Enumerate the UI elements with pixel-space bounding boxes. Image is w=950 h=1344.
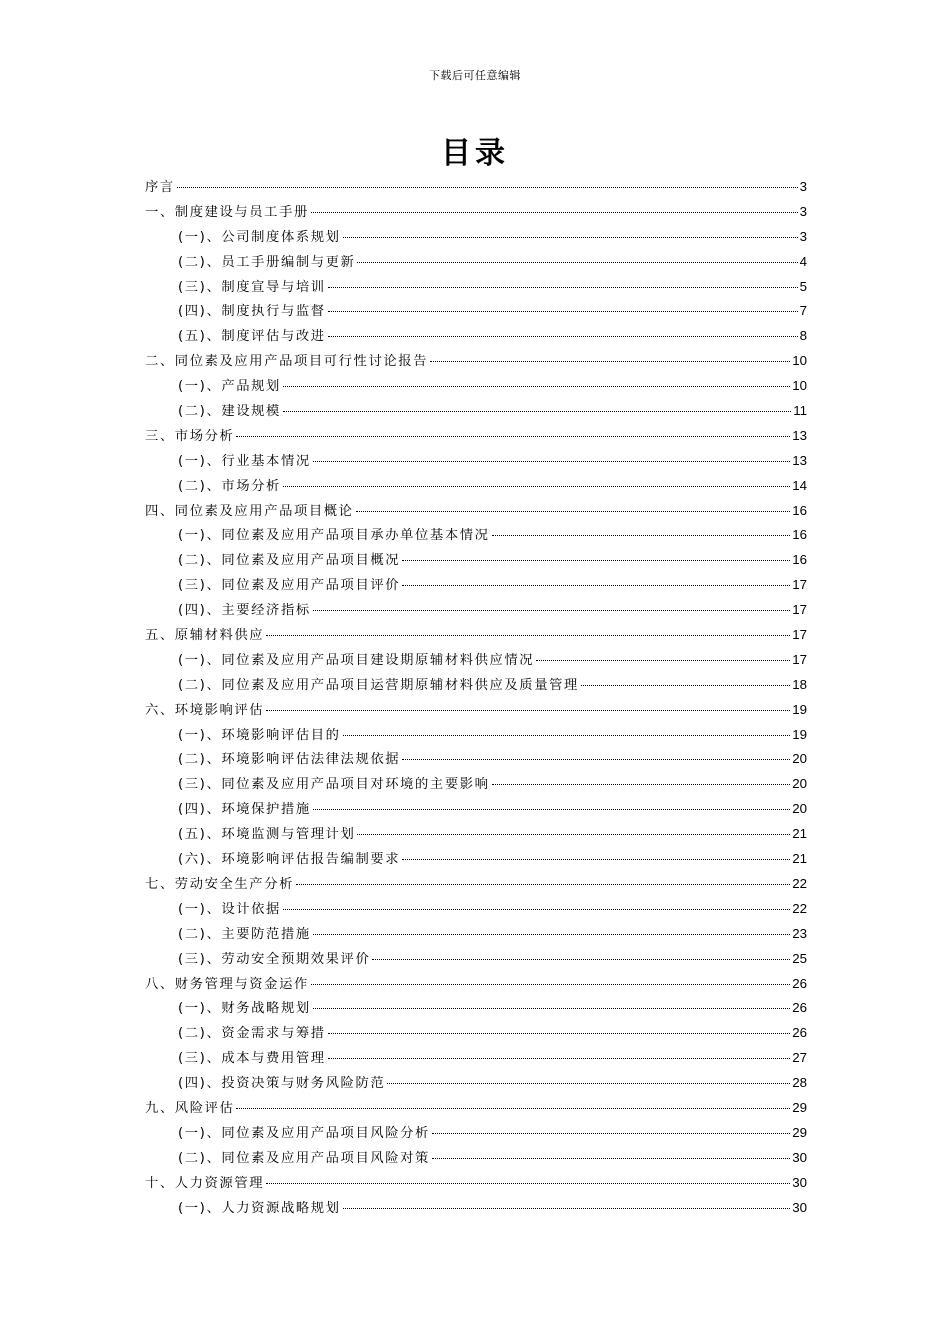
toc-entry-label: (一)、环境影响评估目的 bbox=[178, 727, 341, 743]
toc-entry-label: (四)、主要经济指标 bbox=[178, 603, 311, 619]
toc-entry[interactable] bbox=[145, 649, 807, 674]
toc-entry[interactable] bbox=[145, 276, 807, 301]
toc-entry-page: 17 bbox=[792, 577, 807, 593]
toc-dot-leader bbox=[328, 311, 798, 312]
toc-entry-label: (六)、环境影响评估报告编制要求 bbox=[178, 852, 401, 868]
toc-dot-leader bbox=[283, 386, 790, 387]
toc-entry[interactable] bbox=[145, 973, 807, 998]
toc-entry-label: (二)、同位素及应用产品项目运营期原辅材料供应及质量管理 bbox=[178, 677, 579, 693]
toc-entry-page: 25 bbox=[792, 950, 807, 966]
toc-entry[interactable] bbox=[145, 699, 807, 724]
toc-entry-page: 17 bbox=[792, 602, 807, 618]
toc-entry-page: 16 bbox=[792, 552, 807, 568]
toc-dot-leader bbox=[283, 486, 790, 487]
toc-entry-label: 一、制度建设与员工手册 bbox=[145, 204, 309, 220]
toc-dot-leader bbox=[296, 884, 790, 885]
toc-entry-label: (三)、同位素及应用产品项目评价 bbox=[178, 578, 401, 594]
toc-entry-page: 26 bbox=[792, 975, 807, 991]
toc-dot-leader bbox=[313, 809, 790, 810]
toc-dot-leader bbox=[402, 859, 790, 860]
toc-entry-page: 27 bbox=[792, 1050, 807, 1066]
toc-entry[interactable] bbox=[145, 325, 807, 350]
toc-entry-page: 23 bbox=[792, 925, 807, 941]
toc-dot-leader bbox=[492, 535, 791, 536]
toc-dot-leader bbox=[236, 436, 790, 437]
toc-entry-label: (五)、环境监测与管理计划 bbox=[178, 827, 356, 843]
toc-entry-page: 22 bbox=[792, 900, 807, 916]
toc-entry[interactable] bbox=[145, 898, 807, 923]
toc-dot-leader bbox=[266, 1183, 790, 1184]
toc-entry[interactable] bbox=[145, 873, 807, 898]
toc-entry-label: 序言 bbox=[145, 180, 175, 195]
toc-entry-label: (一)、产品规划 bbox=[178, 379, 281, 395]
toc-dot-leader bbox=[311, 984, 790, 985]
toc-entry-page: 21 bbox=[792, 851, 807, 867]
toc-entry-page: 26 bbox=[792, 1025, 807, 1041]
toc-entry[interactable] bbox=[145, 201, 807, 226]
toc-entry-label: (三)、劳动安全预期效果评价 bbox=[178, 951, 371, 967]
toc-entry-page: 30 bbox=[792, 1199, 807, 1215]
toc-entry[interactable] bbox=[145, 624, 807, 649]
header-note: 下载后可任意编辑 bbox=[429, 69, 521, 82]
toc-entry-page: 14 bbox=[792, 477, 807, 493]
toc-entry-page: 28 bbox=[792, 1075, 807, 1091]
toc-entry-page: 16 bbox=[792, 527, 807, 543]
toc-entry-page: 3 bbox=[799, 228, 807, 244]
toc-entry[interactable] bbox=[145, 599, 807, 624]
toc-entry-label: (二)、建设规模 bbox=[178, 404, 281, 420]
toc-entry[interactable] bbox=[145, 176, 807, 201]
toc-entry[interactable] bbox=[145, 425, 807, 450]
toc-entry-label: 二、同位素及应用产品项目可行性讨论报告 bbox=[145, 354, 429, 370]
toc-entry-page: 4 bbox=[799, 253, 807, 269]
toc-dot-leader bbox=[313, 1008, 790, 1009]
toc-dot-leader bbox=[357, 834, 790, 835]
toc-entry-label: (三)、同位素及应用产品项目对环境的主要影响 bbox=[178, 777, 490, 793]
toc-entry-label: (三)、制度宣导与培训 bbox=[178, 279, 326, 295]
toc-entry[interactable] bbox=[145, 1197, 807, 1222]
toc-entry-label: (一)、行业基本情况 bbox=[178, 453, 311, 469]
toc-dot-leader bbox=[343, 237, 798, 238]
toc-entry[interactable] bbox=[145, 773, 807, 798]
toc-entry[interactable] bbox=[145, 1072, 807, 1097]
toc-entry-page: 10 bbox=[792, 378, 807, 394]
toc-entry-label: (一)、公司制度体系规划 bbox=[178, 229, 341, 245]
toc-entry[interactable] bbox=[145, 400, 807, 425]
toc-dot-leader bbox=[343, 735, 791, 736]
toc-dot-leader bbox=[581, 685, 790, 686]
toc-entry-page: 21 bbox=[792, 826, 807, 842]
toc-entry-label: (一)、财务战略规划 bbox=[178, 1001, 311, 1017]
table-of-contents bbox=[145, 176, 807, 1221]
toc-entry-page: 11 bbox=[793, 403, 807, 419]
toc-entry[interactable] bbox=[145, 300, 807, 325]
toc-dot-leader bbox=[313, 461, 790, 462]
toc-entry-label: 三、市场分析 bbox=[145, 428, 235, 444]
toc-dot-leader bbox=[430, 361, 790, 362]
toc-dot-leader bbox=[266, 710, 790, 711]
toc-entry-page: 17 bbox=[792, 651, 807, 667]
toc-entry[interactable] bbox=[145, 674, 807, 699]
toc-entry[interactable] bbox=[145, 748, 807, 773]
toc-entry-label: 四、同位素及应用产品项目概论 bbox=[145, 503, 354, 519]
toc-entry-page: 19 bbox=[792, 726, 807, 742]
toc-entry-page: 13 bbox=[792, 452, 807, 468]
toc-entry-page: 17 bbox=[792, 627, 807, 643]
toc-dot-leader bbox=[283, 909, 790, 910]
toc-entry-label: (二)、资金需求与筹措 bbox=[178, 1026, 326, 1042]
toc-entry[interactable] bbox=[145, 251, 807, 276]
toc-entry-label: (二)、主要防范措施 bbox=[178, 926, 311, 942]
toc-dot-leader bbox=[328, 336, 798, 337]
toc-entry-page: 22 bbox=[792, 875, 807, 891]
toc-entry[interactable] bbox=[145, 997, 807, 1022]
toc-dot-leader bbox=[402, 560, 790, 561]
toc-entry-label: (二)、环境影响评估法律法规依据 bbox=[178, 752, 401, 768]
toc-entry-page: 20 bbox=[792, 751, 807, 767]
toc-dot-leader bbox=[283, 411, 791, 412]
toc-entry-label: 七、劳动安全生产分析 bbox=[145, 876, 294, 892]
toc-dot-leader bbox=[328, 1058, 791, 1059]
toc-dot-leader bbox=[177, 187, 798, 188]
toc-entry-label: (四)、投资决策与财务风险防范 bbox=[178, 1076, 386, 1092]
toc-entry[interactable] bbox=[145, 923, 807, 948]
toc-entry[interactable] bbox=[145, 848, 807, 873]
toc-entry[interactable] bbox=[145, 1122, 807, 1147]
toc-dot-leader bbox=[328, 1033, 791, 1034]
toc-dot-leader bbox=[356, 511, 791, 512]
toc-entry[interactable] bbox=[145, 475, 807, 500]
toc-dot-leader bbox=[432, 1133, 790, 1134]
toc-entry-label: 六、环境影响评估 bbox=[145, 702, 265, 718]
toc-entry[interactable] bbox=[145, 375, 807, 400]
toc-dot-leader bbox=[313, 610, 790, 611]
toc-entry[interactable] bbox=[145, 798, 807, 823]
toc-entry-label: (二)、市场分析 bbox=[178, 478, 281, 494]
toc-entry[interactable] bbox=[145, 1047, 807, 1072]
toc-entry[interactable] bbox=[145, 1147, 807, 1172]
toc-entry-page: 8 bbox=[799, 328, 807, 344]
toc-dot-leader bbox=[402, 759, 790, 760]
toc-entry[interactable] bbox=[145, 574, 807, 599]
toc-entry-label: (一)、同位素及应用产品项目承办单位基本情况 bbox=[178, 528, 490, 544]
toc-entry-label: (五)、制度评估与改进 bbox=[178, 329, 326, 345]
toc-entry-label: 八、财务管理与资金运作 bbox=[145, 976, 309, 992]
toc-entry-label: (二)、员工手册编制与更新 bbox=[178, 254, 356, 270]
toc-entry[interactable] bbox=[145, 724, 807, 749]
toc-entry[interactable] bbox=[145, 226, 807, 251]
toc-entry-page: 10 bbox=[792, 353, 807, 369]
toc-entry-page: 3 bbox=[799, 203, 807, 219]
toc-entry-page: 30 bbox=[792, 1149, 807, 1165]
toc-entry-page: 29 bbox=[792, 1099, 807, 1115]
toc-dot-leader bbox=[357, 262, 797, 263]
toc-entry-label: 九、风险评估 bbox=[145, 1100, 235, 1116]
toc-dot-leader bbox=[236, 1108, 790, 1109]
toc-entry-label: (四)、环境保护措施 bbox=[178, 802, 311, 818]
toc-entry-page: 5 bbox=[799, 278, 807, 294]
toc-entry-page: 7 bbox=[799, 303, 807, 319]
toc-dot-leader bbox=[492, 784, 791, 785]
toc-entry-label: (四)、制度执行与监督 bbox=[178, 304, 326, 320]
toc-dot-leader bbox=[536, 660, 790, 661]
toc-entry-page: 30 bbox=[792, 1174, 807, 1190]
toc-entry-label: 五、原辅材料供应 bbox=[145, 628, 265, 644]
toc-entry-label: 十、人力资源管理 bbox=[145, 1175, 265, 1191]
toc-dot-leader bbox=[328, 287, 798, 288]
toc-entry[interactable] bbox=[145, 1172, 807, 1197]
toc-dot-leader bbox=[432, 1158, 790, 1159]
toc-dot-leader bbox=[343, 1208, 791, 1209]
toc-dot-leader bbox=[313, 934, 790, 935]
toc-entry-label: (一)、设计依据 bbox=[178, 901, 281, 917]
toc-entry-label: (三)、成本与费用管理 bbox=[178, 1051, 326, 1067]
toc-entry-label: (一)、同位素及应用产品项目风险分析 bbox=[178, 1125, 430, 1141]
toc-entry-label: (二)、同位素及应用产品项目概况 bbox=[178, 553, 401, 569]
toc-entry-page: 16 bbox=[792, 502, 807, 518]
toc-dot-leader bbox=[372, 959, 790, 960]
toc-entry-page: 19 bbox=[792, 701, 807, 717]
toc-entry-page: 18 bbox=[792, 676, 807, 692]
toc-entry[interactable] bbox=[145, 350, 807, 375]
toc-dot-leader bbox=[387, 1083, 790, 1084]
toc-entry-page: 20 bbox=[792, 776, 807, 792]
toc-entry[interactable] bbox=[145, 948, 807, 973]
toc-dot-leader bbox=[311, 212, 798, 213]
toc-entry-label: (一)、人力资源战略规划 bbox=[178, 1200, 341, 1216]
toc-entry[interactable] bbox=[145, 1022, 807, 1047]
toc-entry-page: 13 bbox=[792, 427, 807, 443]
toc-entry[interactable] bbox=[145, 1097, 807, 1122]
toc-entry-label: (二)、同位素及应用产品项目风险对策 bbox=[178, 1150, 430, 1166]
toc-entry-label: (一)、同位素及应用产品项目建设期原辅材料供应情况 bbox=[178, 652, 535, 668]
toc-dot-leader bbox=[402, 585, 790, 586]
toc-entry[interactable] bbox=[145, 524, 807, 549]
toc-entry-page: 3 bbox=[799, 179, 807, 194]
toc-title: 目录 bbox=[441, 136, 509, 171]
toc-entry[interactable] bbox=[145, 500, 807, 525]
toc-entry-page: 20 bbox=[792, 801, 807, 817]
toc-dot-leader bbox=[266, 635, 790, 636]
toc-entry[interactable] bbox=[145, 549, 807, 574]
toc-entry-page: 26 bbox=[792, 1000, 807, 1016]
toc-entry[interactable] bbox=[145, 450, 807, 475]
toc-entry[interactable] bbox=[145, 823, 807, 848]
toc-entry-page: 29 bbox=[792, 1124, 807, 1140]
